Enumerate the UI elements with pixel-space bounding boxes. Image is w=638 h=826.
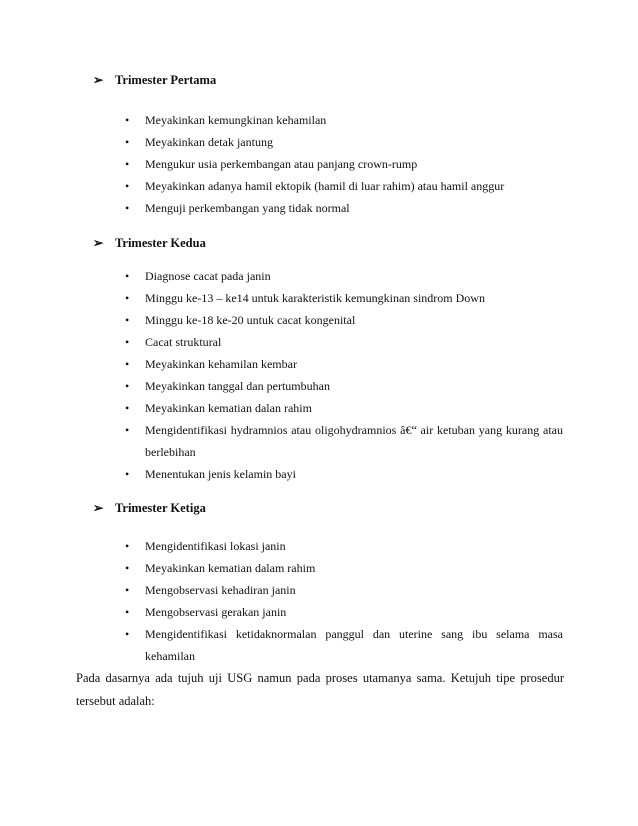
list-item: • Mengidentifikasi ketidaknormalan panggul dan uterine sang ibu selama masa kehamilan	[123, 623, 563, 667]
bullet-icon: •	[125, 357, 130, 371]
bullet-icon: •	[125, 201, 130, 215]
list-item: • Minggu ke-13 – ke14 untuk karakteristik kemungkinan sindrom Down	[123, 287, 563, 309]
list-item: • Diagnose cacat pada janin	[123, 265, 563, 287]
list-trimester-ketiga	[123, 535, 563, 667]
list-item: • Meyakinkan adanya hamil ektopik (hamil di luar rahim) atau hamil anggur	[123, 175, 563, 197]
list-item: • Mengobservasi gerakan janin	[123, 601, 563, 623]
list-item: • Minggu ke-18 ke-20 untuk cacat kongenital	[123, 309, 563, 331]
bullet-icon: •	[125, 583, 130, 597]
list-item: • Meyakinkan kematian dalam rahim	[123, 557, 563, 579]
bullet-icon: •	[125, 335, 130, 349]
arrow-bullet-icon: ➢	[93, 501, 104, 515]
heading-text: Trimester Pertama	[115, 73, 217, 87]
list-item: • Cacat struktural	[123, 331, 563, 353]
bullet-icon: •	[125, 401, 130, 415]
bullet-icon: •	[125, 291, 130, 305]
arrow-bullet-icon: ➢	[93, 73, 104, 87]
list-item: • Meyakinkan tanggal dan pertumbuhan	[123, 375, 563, 397]
list-item: • Mengobservasi kehadiran janin	[123, 579, 563, 601]
list-item: • Meyakinkan kematian dalan rahim	[123, 397, 563, 419]
list-item: • Meyakinkan kemungkinan kehamilan	[123, 109, 563, 131]
section-heading-trimester-pertama	[93, 71, 216, 89]
bullet-icon: •	[125, 313, 130, 327]
bullet-icon: •	[125, 627, 130, 641]
list-item: • Mengukur usia perkembangan atau panjang crown-rump	[123, 153, 563, 175]
bullet-icon: •	[125, 467, 130, 481]
list-item: • Menentukan jenis kelamin bayi	[123, 463, 563, 485]
bullet-icon: •	[125, 135, 130, 149]
list-trimester-pertama	[123, 109, 563, 219]
list-item: • Meyakinkan detak jantung	[123, 131, 563, 153]
list-item: • Meyakinkan kehamilan kembar	[123, 353, 563, 375]
list-item: • Mengidentifikasi hydramnios atau oligohydramnios â€“ air ketuban yang kurang atau berlebihan	[123, 419, 563, 463]
heading-text: Trimester Kedua	[115, 236, 206, 250]
bullet-icon: •	[125, 423, 130, 437]
list-trimester-kedua	[123, 265, 563, 485]
arrow-bullet-icon: ➢	[93, 236, 104, 250]
section-heading-trimester-ketiga	[93, 499, 206, 517]
list-item: • Menguji perkembangan yang tidak normal	[123, 197, 563, 219]
bullet-icon: •	[125, 113, 130, 127]
heading-text: Trimester Ketiga	[115, 501, 206, 515]
bullet-icon: •	[125, 605, 130, 619]
bullet-icon: •	[125, 157, 130, 171]
bullet-icon: •	[125, 561, 130, 575]
bullet-icon: •	[125, 269, 130, 283]
list-item: • Mengidentifikasi lokasi janin	[123, 535, 563, 557]
bullet-icon: •	[125, 179, 130, 193]
body-paragraph: Pada dasarnya ada tujuh uji USG namun pada proses utamanya sama. Ketujuh tipe prosedur tersebut adalah:	[76, 671, 564, 708]
bullet-icon: •	[125, 539, 130, 553]
section-heading-trimester-kedua	[93, 234, 206, 252]
bullet-icon: •	[125, 379, 130, 393]
